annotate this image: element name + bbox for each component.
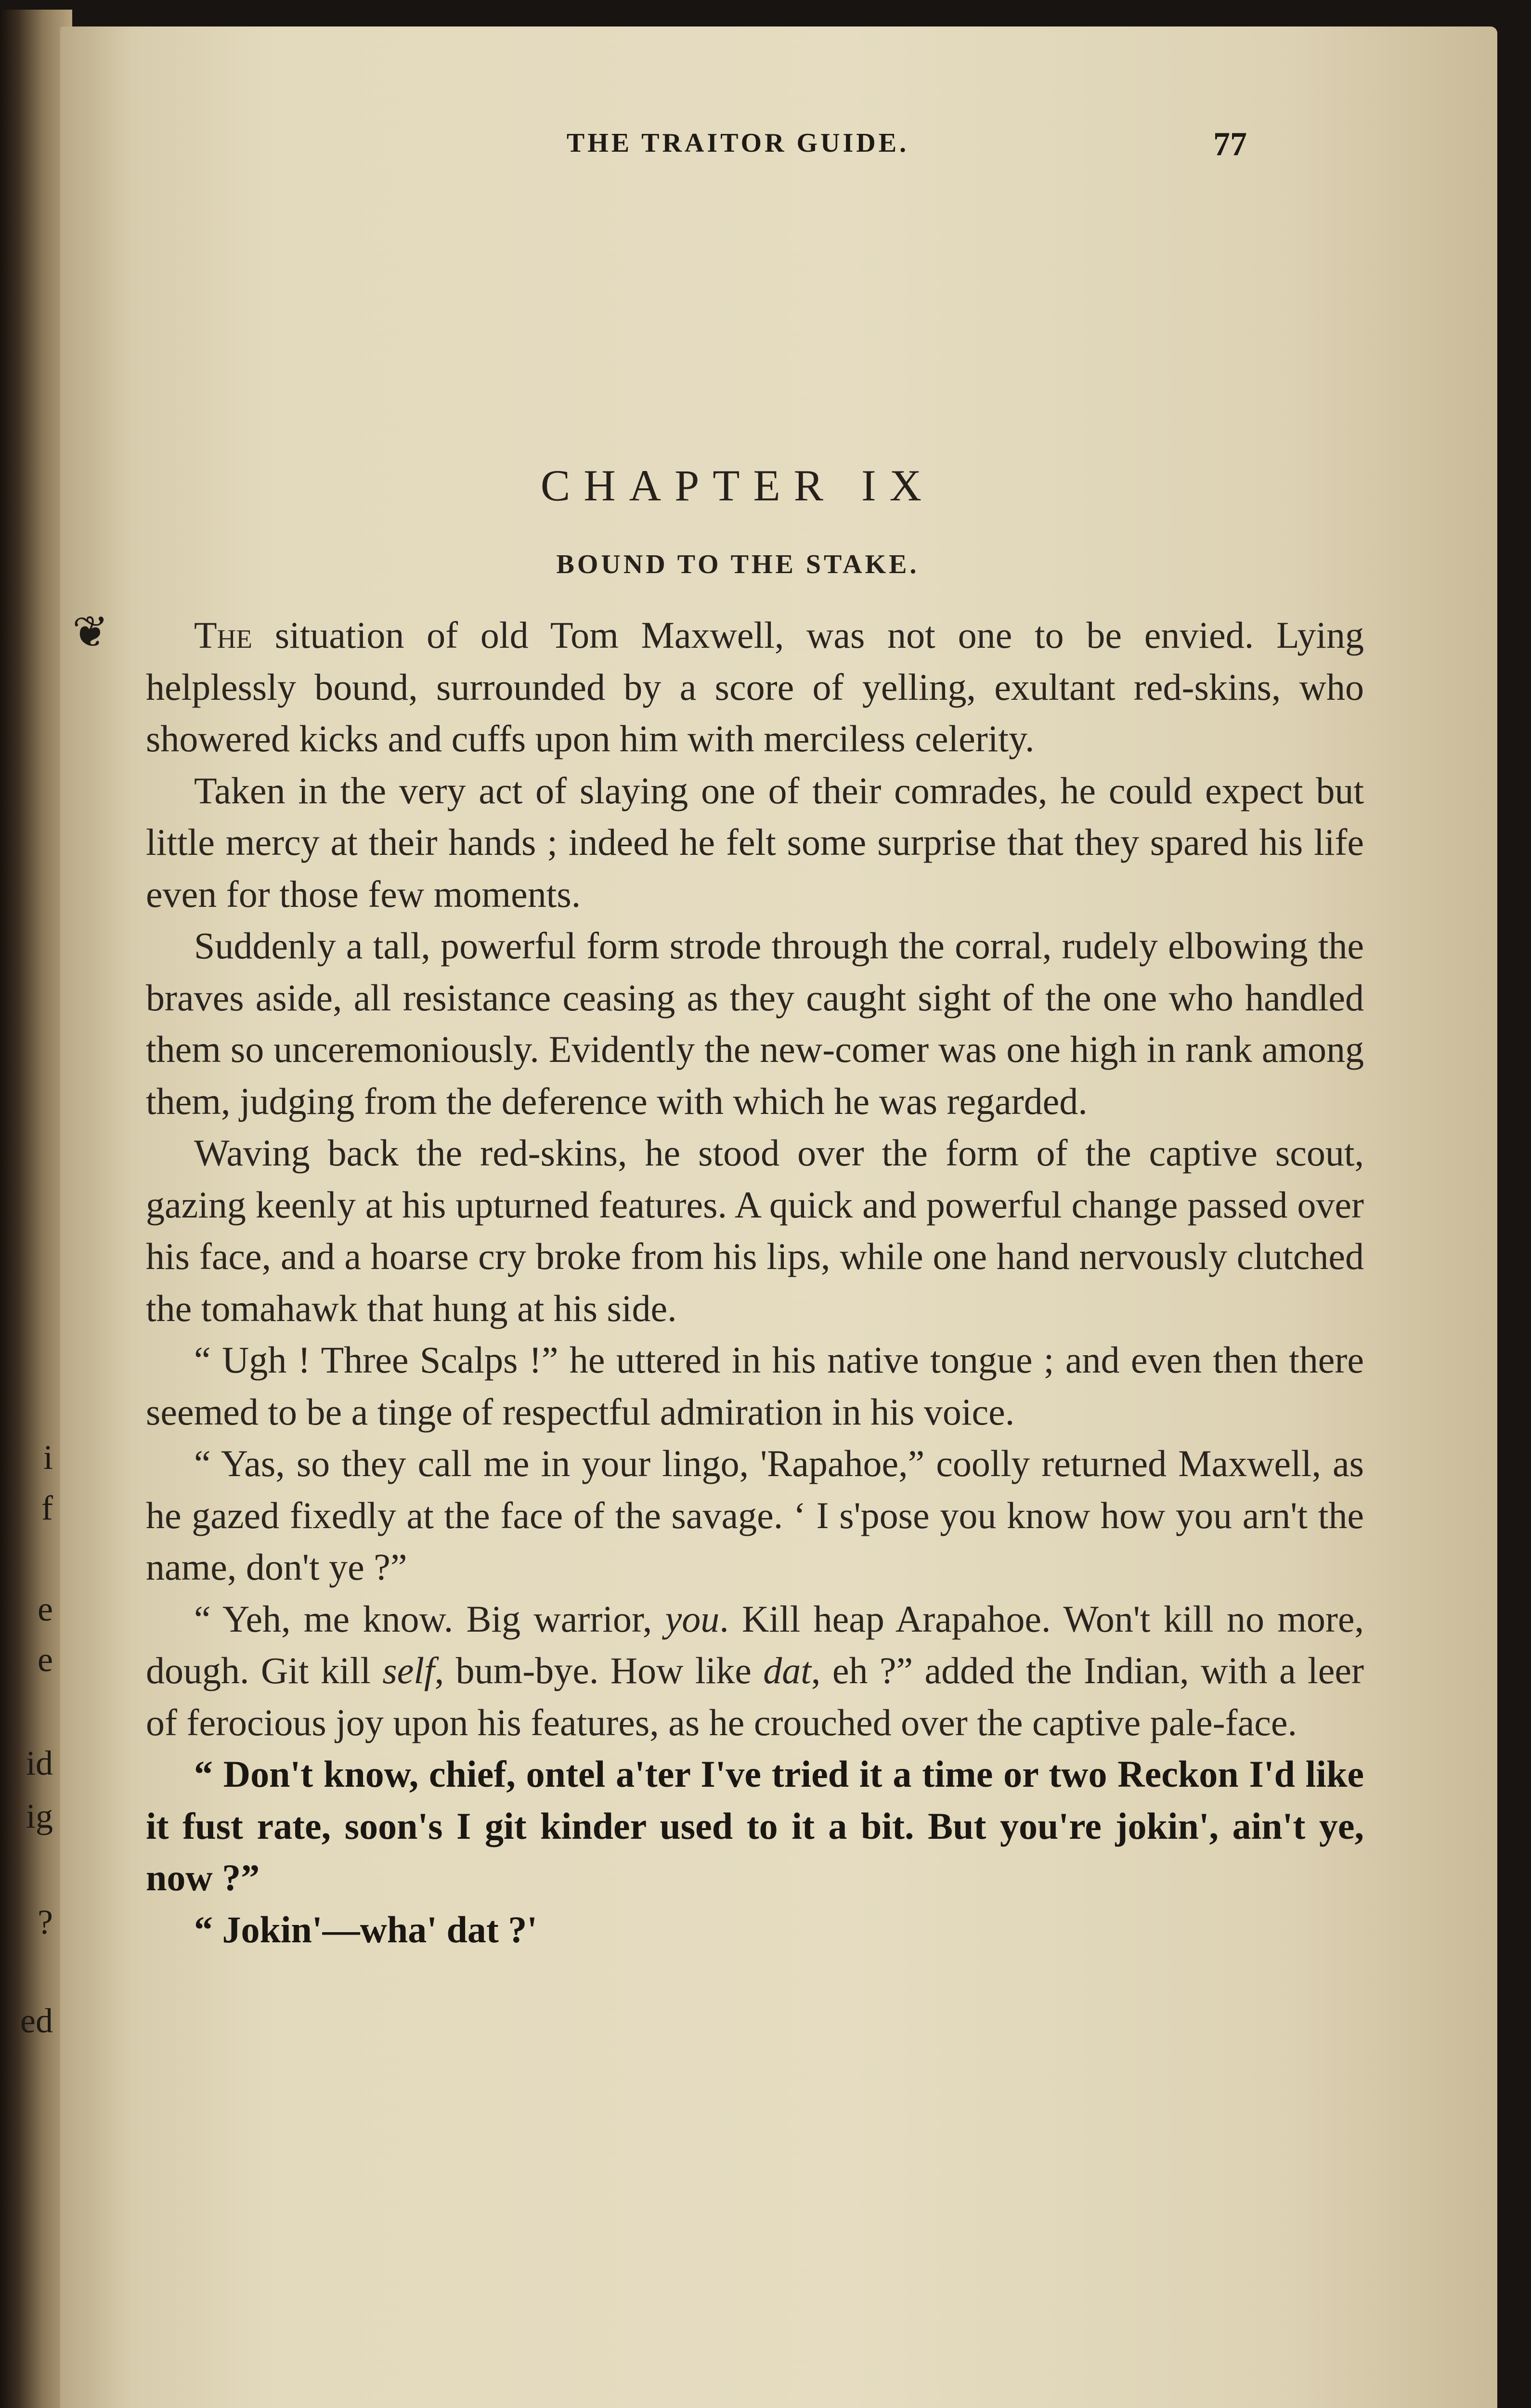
paragraph xyxy=(146,1593,1364,1749)
fragment-text: f xyxy=(41,1489,53,1527)
paragraph-lead-word: The xyxy=(194,614,252,656)
paragraph-text: , eh ?” added the Indian, with a leer of ferocious joy upon his features, as he crouched over the captive pale-face. xyxy=(146,1649,1364,1743)
paragraph: “ Don't know, chief, ontel a'ter I've tried it a time or two Reckon I'd like it fust rate, soon's I git kinder used to it a bit. But you're jokin', ain't ye, now ?” xyxy=(146,1753,1364,1898)
page-number: 77 xyxy=(1213,126,1247,163)
paragraph: “ Jokin'—wha' dat ?' xyxy=(194,1908,538,1950)
paragraph: Waving back the red-skins, he stood over the form of the captive scout, gazing keenly at his upturned features. A quick and powerful change passed over his face, and a hoarse cry broke from his lips, while one hand nervously clutched the tomahawk that hung at his side. xyxy=(146,1132,1364,1329)
running-head: THE TRAITOR GUIDE. xyxy=(566,128,909,158)
paragraph: “ Ugh ! Three Scalps !” he uttered in his native tongue ; and even then there seemed to be a tinge of respectful admiration in his voice. xyxy=(146,1339,1364,1433)
paragraph: Taken in the very act of slaying one of their comrades, he could expect but little mercy at their hands ; indeed he felt some surprise that they spared his life even for those few moments. xyxy=(146,769,1364,915)
paragraph xyxy=(146,609,1364,765)
fragment-text: e xyxy=(38,1590,53,1628)
paragraph: Suddenly a tall, powerful form strode through the corral, rudely elbowing the braves aside, all resistance ceasing as they caught sight of the one who handled them so unceremoniously. Evidently the new-comer was one high in rank among them, judging from the deference with which he was regarded. xyxy=(146,925,1364,1122)
emphasis: you xyxy=(665,1597,720,1640)
paragraph-text: . Kill heap Arapahoe. Won't kill no more, dough. Git kill xyxy=(146,1597,1364,1691)
previous-page-fragments xyxy=(0,0,58,2408)
paragraph-ornament-icon: ❦ xyxy=(72,609,109,656)
paragraph: “ Yas, so they call me in your lingo, 'Rapahoe,” coolly returned Maxwell, as he gazed fixedly at the face of the savage. ‘ I s'pose you know how you arn't the name, don't ye ?” xyxy=(146,1442,1364,1588)
chapter-subtitle: BOUND TO THE STAKE. xyxy=(556,550,920,579)
paragraph-text: “ Yeh, me know. Big warrior, xyxy=(194,1597,665,1640)
body-text xyxy=(146,609,1364,1955)
fragment-text: ed xyxy=(20,2002,53,2040)
paragraph-text: situation of old Tom Maxwell, was not one to be envied. Lying helplessly bound, surrounded by a score of yelling, exultant red-skins, who showered kicks and cuffs upon him with merciless celerity. xyxy=(146,614,1364,759)
fragment-text: e xyxy=(38,1640,53,1679)
paragraph-text: , bum-bye. How like xyxy=(434,1649,764,1691)
fragment-text: ? xyxy=(38,1903,53,1941)
emphasis: dat xyxy=(763,1649,811,1691)
fragment-text: i xyxy=(43,1438,53,1477)
book-page xyxy=(60,26,1497,2408)
fragment-text: id xyxy=(26,1744,53,1782)
emphasis: self xyxy=(382,1649,435,1691)
fragment-text: ig xyxy=(26,1797,53,1835)
chapter-title: CHAPTER IX xyxy=(540,461,935,510)
